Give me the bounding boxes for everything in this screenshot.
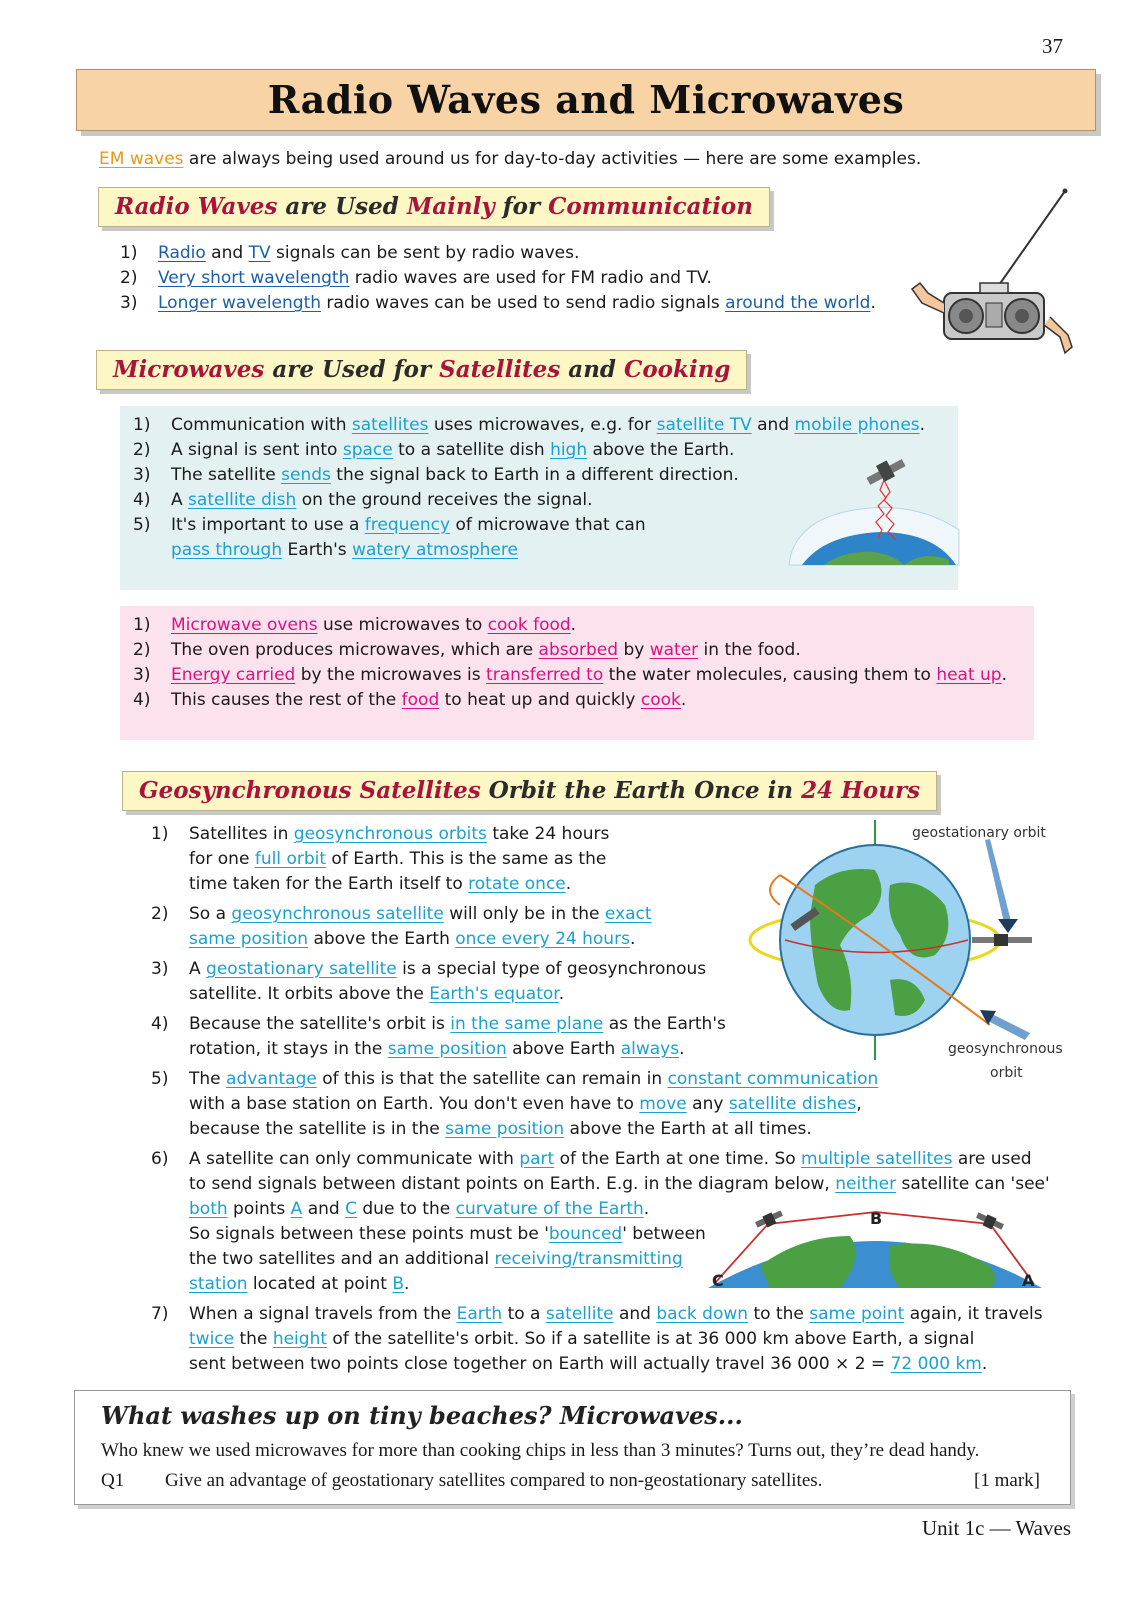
list-text: take 24 hours: [486, 824, 610, 844]
list-text: the water molecules, causing them to: [603, 665, 937, 685]
list-text: the: [234, 1329, 273, 1349]
page-title: Radio Waves and Microwaves: [267, 77, 905, 122]
list-text: of the Earth at one time. So: [554, 1149, 802, 1169]
list-text: The satellite: [171, 465, 282, 485]
heading-segment: are Used: [277, 193, 407, 220]
list-text: the signal back to Earth in a different direction.: [330, 465, 739, 485]
list-number: 3): [120, 293, 138, 313]
list-text: So a: [189, 904, 232, 924]
list-text: above the Earth: [308, 929, 456, 949]
page-title-box: [76, 69, 1096, 131]
intro-text: are always being used around us for day-to-day activities — here are some examples.: [183, 149, 922, 169]
list-number: 6): [151, 1149, 169, 1169]
list-item: [133, 413, 925, 438]
heading-segment: Communication: [548, 193, 753, 220]
list-text: satellite can 'see': [896, 1174, 1050, 1194]
key-term: bounced: [548, 1224, 623, 1244]
list-text: and: [613, 1304, 657, 1324]
list-text: to a satellite dish: [392, 440, 551, 460]
list-text: of Earth. This is the same as the: [326, 849, 607, 869]
key-term: transferred to: [486, 665, 604, 685]
list-text: A signal is sent into: [171, 440, 343, 460]
radio-illustration: [900, 185, 1080, 365]
key-term: advantage: [226, 1069, 317, 1089]
list-text: above Earth: [506, 1039, 621, 1059]
list-text: to send signals between distant points on Earth. E.g. in the diagram below,: [189, 1174, 836, 1194]
key-term: food: [401, 690, 440, 710]
list-text: The oven produces microwaves, which are: [171, 640, 539, 660]
key-term: TV: [248, 243, 271, 263]
list-text: again, it travels: [904, 1304, 1043, 1324]
list-text: .: [643, 1199, 650, 1219]
key-term: frequency: [364, 515, 451, 535]
list-text: any: [686, 1094, 729, 1114]
list-number: 3): [133, 465, 151, 485]
summary-joke: What washes up on tiny beaches? Microwaves...: [101, 1401, 743, 1430]
list-number: 2): [133, 640, 151, 660]
list-number: 3): [133, 665, 151, 685]
list-item: [120, 291, 876, 316]
key-term: space: [342, 440, 393, 460]
list-number: 5): [151, 1069, 169, 1089]
key-term: around the world: [725, 293, 871, 313]
key-term: rotate once: [468, 874, 566, 894]
list-number: 2): [133, 440, 151, 460]
key-term: curvature of the Earth: [455, 1199, 644, 1219]
list-text: and: [302, 1199, 346, 1219]
list-text: by: [618, 640, 650, 660]
geosynchronous-orbit-label-2: orbit: [990, 1065, 1023, 1081]
summary-line: Who knew we used microwaves for more than cooking chips in less than 3 minutes? Turns out, they’re dead handy.: [101, 1440, 980, 1461]
list-number: 4): [151, 1014, 169, 1034]
list-text: use microwaves to: [317, 615, 488, 635]
key-term: same position: [387, 1039, 507, 1059]
list-text: of the satellite's orbit. So if a satellite is at 36 000 km above Earth, a signal: [327, 1329, 975, 1349]
key-term: mobile phones: [794, 415, 920, 435]
question-label: Q1: [101, 1470, 125, 1491]
point-a-label: A: [1022, 1271, 1035, 1290]
list-text: and: [751, 415, 795, 435]
key-term: 72 000 km: [890, 1354, 982, 1374]
list-number: 4): [133, 490, 151, 510]
key-term: always: [620, 1039, 680, 1059]
point-b-label: B: [870, 1209, 883, 1228]
heading-segment: and: [560, 356, 625, 383]
list-text: The: [189, 1069, 227, 1089]
radio-list: [120, 241, 876, 316]
key-term: in the same plane: [450, 1014, 604, 1034]
heading-segment: Geosynchronous Satellites: [139, 777, 481, 804]
key-term: geostationary satellite: [206, 959, 397, 979]
list-text: on the ground receives the signal.: [296, 490, 593, 510]
list-text: sent between two points close together on Earth will actually travel 36 000 × 2 =: [189, 1354, 891, 1374]
radio-heading: [98, 187, 770, 227]
heading-segment: for: [494, 193, 549, 220]
list-text: above the Earth.: [587, 440, 735, 460]
geostationary-orbit-label: geostationary orbit: [912, 825, 1046, 841]
key-term: constant communication: [667, 1069, 879, 1089]
list-text: signals can be sent by radio waves.: [270, 243, 580, 263]
list-text: A satellite can only communicate with: [189, 1149, 520, 1169]
list-text: because the satellite is in the: [189, 1119, 446, 1139]
list-text: .: [680, 690, 687, 710]
question-marks: [1 mark]: [974, 1470, 1040, 1491]
key-term: Earth's equator: [429, 984, 559, 1004]
key-term: Radio: [158, 243, 206, 263]
list-text: .: [629, 929, 636, 949]
list-text: This causes the rest of the: [171, 690, 402, 710]
key-term: both: [189, 1199, 228, 1219]
key-term: Very short wavelength: [158, 268, 350, 288]
key-term: Microwave ovens: [171, 615, 318, 635]
key-term: pass through: [171, 540, 283, 560]
list-item: [133, 613, 1007, 638]
point-c-label: C: [712, 1271, 724, 1290]
list-text: ' between: [622, 1224, 706, 1244]
list-text: Earth's: [282, 540, 353, 560]
key-term: heat up: [936, 665, 1002, 685]
heading-segment: are Used for: [264, 356, 440, 383]
list-text: radio waves are used for FM radio and TV.: [349, 268, 712, 288]
list-text: time taken for the Earth itself to: [189, 874, 469, 894]
key-term: Earth: [456, 1304, 503, 1324]
unit-footer: Unit 1c — Waves: [922, 1516, 1071, 1540]
list-text: of this is that the satellite can remain in: [316, 1069, 668, 1089]
key-term: satellites: [351, 415, 429, 435]
key-term: once every 24 hours: [455, 929, 630, 949]
key-term: Longer wavelength: [158, 293, 322, 313]
heading-segment: Satellites: [439, 356, 561, 383]
key-term: A: [290, 1199, 303, 1219]
key-term: twice: [189, 1329, 235, 1349]
list-text: are used: [952, 1149, 1032, 1169]
key-term: cook: [640, 690, 681, 710]
list-text: as the Earth's: [603, 1014, 726, 1034]
list-text: uses microwaves, e.g. for: [428, 415, 657, 435]
list-text: of microwave that can: [450, 515, 646, 535]
key-term: exact: [604, 904, 652, 924]
list-number: 1): [120, 243, 138, 263]
list-text: A: [171, 490, 189, 510]
heading-segment: Radio Waves: [115, 193, 278, 220]
intro-line: [99, 149, 921, 169]
key-term: satellite TV: [656, 415, 752, 435]
key-term: multiple satellites: [801, 1149, 953, 1169]
key-term: full orbit: [254, 849, 327, 869]
geosynchronous-heading: [122, 771, 937, 811]
em-waves-term: EM waves: [99, 149, 184, 169]
list-text: .: [919, 415, 926, 435]
list-text: above the Earth at all times.: [564, 1119, 812, 1139]
list-text: So signals between these points must be ': [189, 1224, 549, 1244]
list-text: A: [189, 959, 207, 979]
list-text: the two satellites and an additional: [189, 1249, 495, 1269]
list-text: is a special type of geosynchronous: [396, 959, 707, 979]
key-term: receiving/transmitting: [494, 1249, 683, 1269]
key-term: satellite: [545, 1304, 614, 1324]
list-text: due to the: [356, 1199, 456, 1219]
list-text: It's important to use a: [171, 515, 365, 535]
key-term: C: [345, 1199, 357, 1219]
list-item: [120, 266, 876, 291]
key-term: watery atmosphere: [352, 540, 518, 560]
list-text: rotation, it stays in the: [189, 1039, 388, 1059]
list-text: by the microwaves is: [295, 665, 487, 685]
list-text: points: [227, 1199, 291, 1219]
heading-segment: Microwaves: [113, 356, 265, 383]
list-text: with a base station on Earth. You don't even have to: [189, 1094, 640, 1114]
heading-segment: Cooking: [624, 356, 731, 383]
list-item: [133, 638, 1007, 663]
list-number: 1): [133, 615, 151, 635]
key-term: part: [519, 1149, 555, 1169]
list-number: 2): [120, 268, 138, 288]
key-term: back down: [656, 1304, 749, 1324]
list-item: [120, 241, 876, 266]
list-item: [133, 688, 1007, 713]
list-number: 7): [151, 1304, 169, 1324]
list-item: [133, 663, 1007, 688]
microwaves-heading: [96, 350, 747, 390]
heading-segment: 24 Hours: [801, 777, 921, 804]
satellite-signal-illustration: [784, 440, 964, 570]
key-term: same point: [809, 1304, 905, 1324]
key-term: move: [639, 1094, 687, 1114]
geosynchronous-orbit-label-1: geosynchronous: [948, 1041, 1063, 1057]
list-number: 1): [151, 824, 169, 844]
list-number: 2): [151, 904, 169, 924]
list-text: Because the satellite's orbit is: [189, 1014, 451, 1034]
list-text: .: [404, 1274, 410, 1294]
summary-box: [74, 1390, 1071, 1505]
list-number: 3): [151, 959, 169, 979]
list-text: .: [981, 1354, 988, 1374]
key-term: B: [392, 1274, 405, 1294]
key-term: height: [272, 1329, 328, 1349]
heading-segment: Mainly: [406, 193, 495, 220]
list-text: will only be in the: [443, 904, 605, 924]
list-text: to heat up and quickly: [439, 690, 641, 710]
key-term: Energy carried: [171, 665, 296, 685]
list-text: When a signal travels from the: [189, 1304, 457, 1324]
list-text: to a: [502, 1304, 546, 1324]
list-text: satellite. It orbits above the: [189, 984, 430, 1004]
list-text: for one: [189, 849, 255, 869]
list-text: radio waves can be used to send radio signals: [321, 293, 726, 313]
list-number: 4): [133, 690, 151, 710]
cooking-list: [133, 613, 1007, 713]
list-text: .: [870, 293, 876, 313]
heading-segment: Orbit the Earth Once in: [480, 777, 802, 804]
list-number: 5): [133, 515, 151, 535]
key-term: water: [649, 640, 699, 660]
key-term: same position: [189, 929, 309, 949]
satellite-relay-diagram: [700, 1196, 1050, 1296]
key-term: high: [550, 440, 588, 460]
key-term: station: [189, 1274, 248, 1294]
list-text: .: [565, 874, 572, 894]
list-text: located at point: [247, 1274, 393, 1294]
key-term: satellite dish: [188, 490, 297, 510]
list-item: [151, 1302, 1050, 1377]
list-text: .: [679, 1039, 685, 1059]
geostationary-orbit-diagram: [740, 815, 1080, 1085]
key-term: geosynchronous orbits: [293, 824, 487, 844]
list-text: .: [1001, 665, 1008, 685]
key-term: geosynchronous satellite: [231, 904, 444, 924]
list-text: to the: [748, 1304, 810, 1324]
list-text: .: [570, 615, 577, 635]
question-text: Give an advantage of geostationary satellites compared to non-geostationary satellites.: [165, 1470, 823, 1491]
list-text: and: [205, 243, 249, 263]
key-term: absorbed: [538, 640, 619, 660]
list-text: Satellites in: [189, 824, 294, 844]
key-term: sends: [281, 465, 331, 485]
key-term: neither: [835, 1174, 897, 1194]
list-text: .: [558, 984, 565, 1004]
key-term: same position: [445, 1119, 565, 1139]
key-term: cook food: [487, 615, 571, 635]
list-text: ,: [856, 1094, 862, 1114]
list-number: 1): [133, 415, 151, 435]
key-term: satellite dishes: [728, 1094, 857, 1114]
list-text: Communication with: [171, 415, 352, 435]
page-number: 37: [1042, 34, 1063, 58]
list-text: in the food.: [698, 640, 801, 660]
